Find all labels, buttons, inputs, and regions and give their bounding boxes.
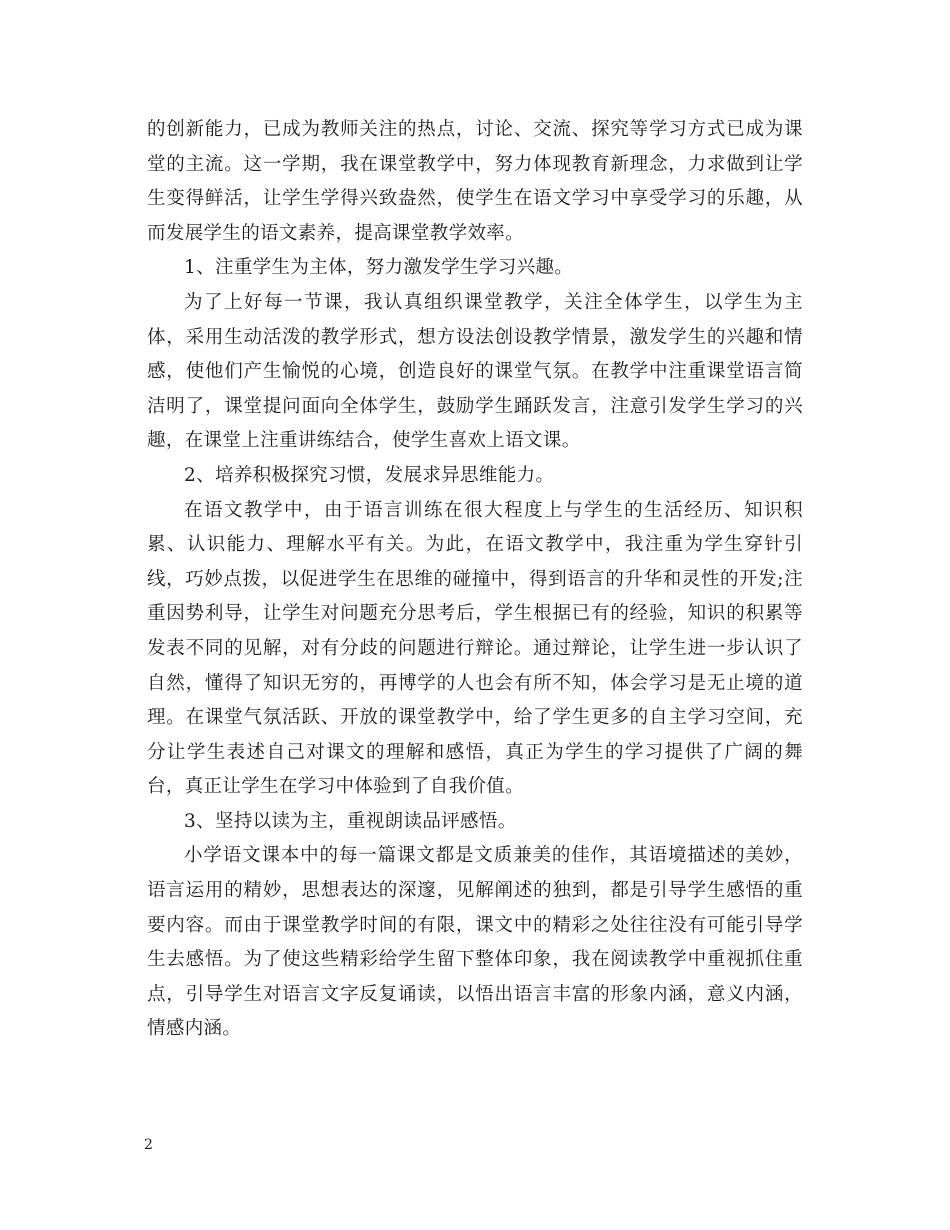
page-number: 2 [144, 1137, 153, 1153]
heading-point-1: 1、注重学生为主体，努力激发学生学习兴趣。 [184, 257, 574, 279]
document-body [147, 113, 803, 1047]
heading-point-3: 3、坚持以读为主，重视朗读品评感悟。 [184, 810, 517, 832]
paragraph-point-3: 小学语文课本中的每一篇课文都是文质兼美的佳作，其语境描述的美妙，语言运用的精妙，思想表达的深邃，见解阐述的独到，都是引导学生感悟的重要内容。而由于课堂教学时间的有限，课文中的精彩之处往往没有可能引导学生去感悟。为了使这些精彩给学生留下整体印象，我在阅读教学中重视抓住重点，引导学生对语言文字反复诵读，以悟出语言丰富的形象内涵，意义内涵，情感内涵。 [147, 845, 803, 1040]
heading-point-2: 2、培养积极探究习惯，发展求异思维能力。 [184, 464, 555, 486]
paragraph-intro-continuation: 的创新能力，已成为教师关注的热点，讨论、交流、探究等学习方式已成为课堂的主流。这一学期，我在课堂教学中，努力体现教育新理念，力求做到让学生变得鲜活，让学生学得兴致盎然，使学生在语文学习中享受学习的乐趣，从而发展学生的语文素养，提高课堂教学效率。 [147, 119, 803, 244]
paragraph-point-2: 在语文教学中，由于语言训练在很大程度上与学生的生活经历、知识积累、认识能力、理解水平有关。为此，在语文教学中，我注重为学生穿针引线，巧妙点拨，以促进学生在思维的碰撞中，得到语言的升华和灵性的开发;注重因势利导，让学生对问题充分思考后，学生根据已有的经验，知识的积累等发表不同的见解，对有分歧的问题进行辩论。通过辩论，让学生进一步认识了自然，懂得了知识无穷的，再博学的人也会有所不知，体会学习是无止境的道理。在课堂气氛活跃、开放的课堂教学中，给了学生更多的自主学习空间，充分让学生表述自己对课文的理解和感悟，真正为学生的学习提供了广阔的舞台，真正让学生在学习中体验到了自我价值。 [147, 499, 803, 798]
paragraph-point-1: 为了上好每一节课，我认真组织课堂教学，关注全体学生，以学生为主体，采用生动活泼的教学形式，想方设法创设教学情景，激发学生的兴趣和情感，使他们产生愉悦的心境，创造良好的课堂气氛。在教学中注重课堂语言简洁明了，课堂提问面向全体学生，鼓励学生踊跃发言，注意引发学生学习的兴趣，在课堂上注重讲练结合，使学生喜欢上语文课。 [147, 291, 803, 452]
